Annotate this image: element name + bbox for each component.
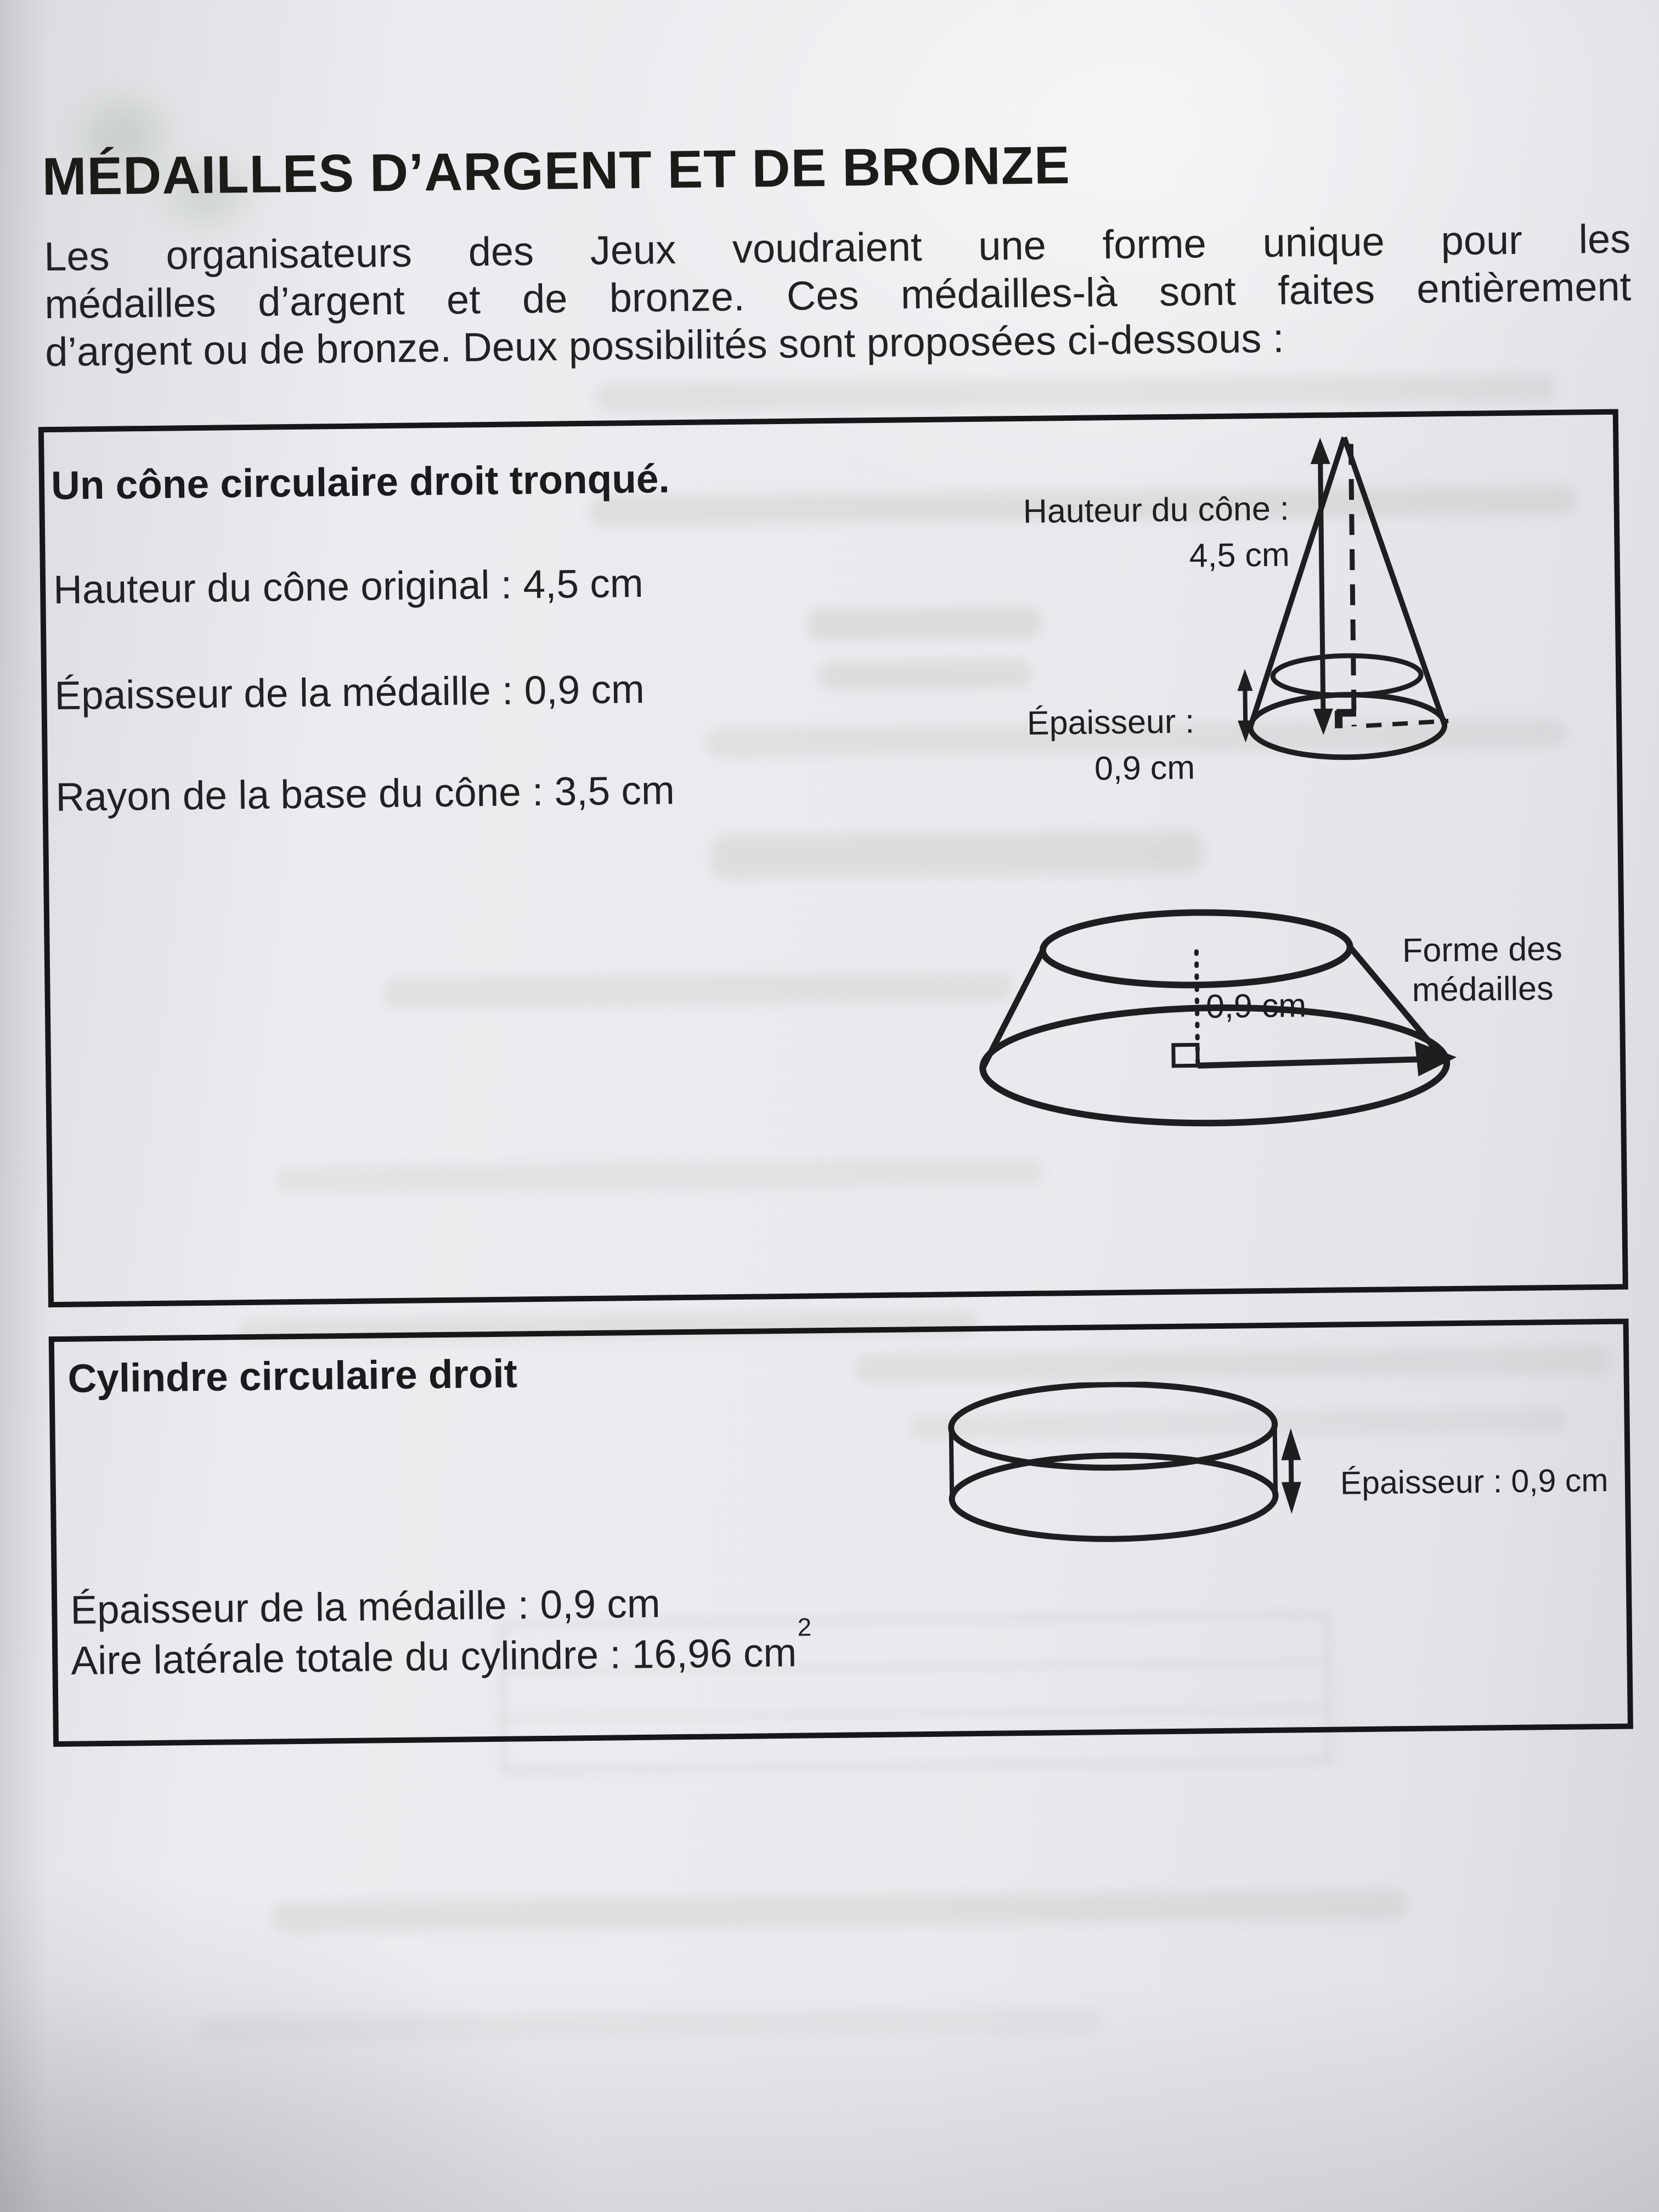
- cone-spec-height: Hauteur du cône original : 4,5 cm: [53, 561, 644, 612]
- frustum-right-angle-mark: [1173, 1045, 1198, 1065]
- bleed-through-artifact: [197, 2007, 1102, 2043]
- cylinder-spec-thickness: Épaisseur de la médaille : 0,9 cm: [70, 1581, 661, 1633]
- intro-line: d’argent ou de bronze. Deux possibilités sont proposées ci-dessous :: [44, 315, 1284, 375]
- cylinder-option-heading: Cylindre circulaire droit: [67, 1351, 518, 1401]
- cone-radius-dashed-line: [1366, 721, 1448, 726]
- cylinder-thickness-label: Épaisseur : 0,9 cm: [1340, 1462, 1609, 1502]
- medal-shape-label: [1391, 929, 1573, 1010]
- cone-height-label: [980, 485, 1290, 580]
- cone-diagram: [1188, 426, 1499, 780]
- cone-height-arrowhead-bottom: [1313, 709, 1334, 735]
- cone-spec-radius: Rayon de la base du cône : 3,5 cm: [55, 768, 675, 820]
- cone-base-ellipse: [1250, 693, 1445, 758]
- cone-height-label-line2: 4,5 cm: [1189, 535, 1290, 574]
- intro-line: Les organisateurs des Jeux voudraient une forme unique pour les: [43, 216, 1631, 280]
- cone-height-arrowhead-top: [1310, 438, 1330, 464]
- cone-height-label-line1: Hauteur du cône :: [1023, 489, 1290, 530]
- cone-thickness-label: [983, 698, 1195, 792]
- frustum-radius-arrow: [1198, 1059, 1423, 1066]
- cylinder-spec-area-exponent: 2: [797, 1612, 812, 1641]
- cone-option-heading: Un cône circulaire droit tronqué.: [50, 456, 670, 509]
- cone-thickness-arrowhead-top: [1237, 669, 1252, 691]
- cone-height-arrow: [1321, 455, 1323, 718]
- cone-thickness-label-line1: Épaisseur :: [1026, 702, 1195, 742]
- medal-shape-label-line2: médailles: [1412, 969, 1554, 1008]
- cone-truncation-ellipse: [1273, 655, 1421, 696]
- cone-thickness-label-line2: 0,9 cm: [1094, 748, 1195, 787]
- cylinder-thickness-arrowhead-bottom: [1282, 1482, 1302, 1514]
- cone-axis-dashed-line: [1351, 444, 1354, 726]
- frustum-thickness-label: 0,9 cm: [1205, 986, 1307, 1025]
- page-title: MÉDAILLES D’ARGENT ET DE BRONZE: [42, 134, 1071, 207]
- cone-spec-thickness: Épaisseur de la médaille : 0,9 cm: [54, 667, 645, 718]
- cylinder-spec-lateral-area-text: Aire latérale totale du cylindre : 16,96 cm: [70, 1630, 797, 1684]
- cylinder-thickness-arrowhead-top: [1281, 1428, 1301, 1460]
- intro-line: médailles d’argent et de bronze. Ces médailles-là sont faites entièrement: [44, 263, 1632, 328]
- bleed-through-artifact: [595, 373, 1555, 413]
- medal-shape-label-line1: Forme des: [1402, 929, 1562, 969]
- cylinder-diagram: [944, 1380, 1308, 1559]
- cylinder-spec-lateral-area: [70, 1612, 812, 1684]
- cylinder-sides: [951, 1424, 1276, 1499]
- bleed-through-artifact: [272, 1889, 1408, 1932]
